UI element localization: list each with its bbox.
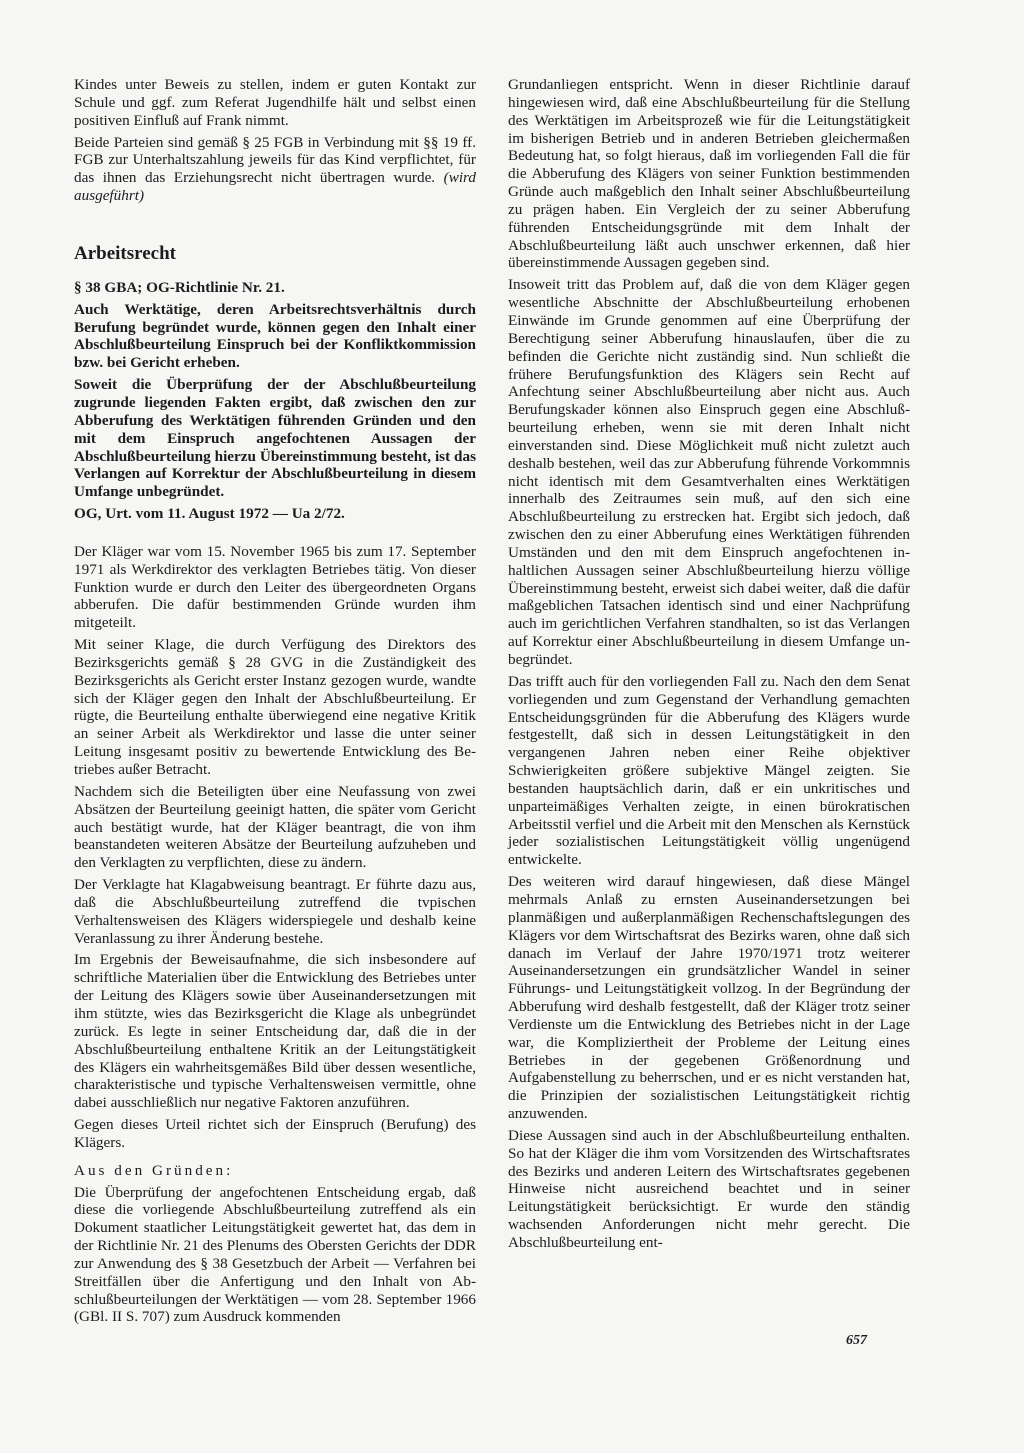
section-heading: Arbeitsrecht bbox=[74, 242, 177, 264]
paragraph: Kindes unter Beweis zu stellen, indem er guten Kontakt zur Schule und ggf. zum Referat Jugendhilfe hält und selbst einen positiven Einfluß auf Frank nimmt. bbox=[74, 76, 476, 129]
paragraph: Das trifft auch für den vorliegenden Fall zu. Nach den dem Senat vorliegenden und zum Gegenstand der Verhandlung gemachten Entscheidungsgründen für die Abberufung des Klägers wurde festgestellt, daß sich in dessen Leitungstätigkeit in den vergangenen Jahren neben einer Reihe objektiver Schwierigkeiten größere subjektive Mängel zeigten. Sie bestanden hauptsächlich darin, daß er ein unkritisches und unparteimäßiges Verhalten zeigte, in einen bürokratischen Arbeitsstil verfiel und die Arbeit mit den Menschen als Kernstück jeder sozialistischen Leitungstätigkeit völlig ungenügend entwickelte. bbox=[508, 672, 910, 869]
headnote: Soweit die Überprüfung der der Abschlußbeurteilung zugrunde liegenden Fakten ergibt, daß zwischen den zur Abberufung des Werktätigen führenden Gründen und den mit dem Einspruch angefochtenen Aussagen der Abschlußbeurteilung hierzu Übereinstimmung besteht, ist das Verlangen auf Korrektur der Abschlußbeurteilung in diesem Umfange unbegründet. bbox=[74, 376, 476, 501]
paragraph: Mit seiner Klage, die durch Verfügung des Direktors des Bezirksgerichts gemäß § 28 GVG in die Zuständigkeit des Bezirksgerichts als Gericht erster Instanz gezogen wurde, wandte sich der Kläger gegen den Inhalt der Abschlußbeurteilung. Er rügte, die Beurteilung enthalte überwiegend eine negative Kritik an seiner Arbeit als Werkdirektor und lasse die unter seiner Leitung insgesamt positiv zu bewertende Entwicklung des Betriebes außer Betracht. bbox=[74, 636, 476, 778]
paragraph: Die Überprüfung der angefochtenen Entscheidung ergab, daß diese die vorliegende Abschlußbeurteilung zutreffend als ein Dokument staatlicher Leitungstätigkeit gewertet hat, das dem in der Richtlinie Nr. 21 des Plenums des Obersten Gerichts der DDR zur Anwendung des § 38 Gesetzbuch der Arbeit — Verfahren bei Streitfällen über die Anfertigung und den Inhalt von Abschlußbeurteilungen der Werktätigen — vom 28. September 1966 (GBl. II S. 707) zum Ausdruck kommenden bbox=[74, 1183, 476, 1326]
paragraph: Diese Aussagen sind auch in der Abschlußbeurteilung enthalten. So hat der Kläger die ihm vom Vorsitzenden des Wirtschaftsrates des Bezirks und anderen Leitern des Wirtschaftsrates gegebenen Hinweise nicht ausreichend beachtet und in seiner Leitungstätigkeit berücksichtigt. Er wurde den ständig wachsenden Anforderungen nicht mehr gerecht. Die Abschlußbeurteilung ent- bbox=[508, 1126, 910, 1251]
right-column bbox=[508, 76, 910, 1256]
paragraph: Der Verklagte hat Klagabweisung beantragt. Er führte dazu aus, daß die Abschlußbeurteilung zutreffend die tvpischen Verhaltensweisen des Klägers widerspiegele und deshalb keine Veranlassung zu ihrer Änderung bestehe. bbox=[74, 876, 476, 947]
paragraph: Im Ergebnis der Beweisaufnahme, die sich insbesondere auf schriftliche Materialien über die Entwicklung des Betriebes unter der Leitung des Klägers sowie über Auseinandersetzungen mit ihm stützte, wies das Bezirksgericht die Klage als unbegründet zurück. Es legte in seiner Entscheidung dar, daß die in der Abschlußbeurteilung enthaltene Kritik an der Leitungstätigkeit des Klägers ein wahrheitsgemäßes Bild über dessen wesentliche, charakteristische und typische Verhaltensweisen vermittle, ohne dabei ausschließlich nur negative Faktoren anzuführen. bbox=[74, 951, 476, 1112]
paragraph: Grundanliegen entspricht. Wenn in dieser Richtlinie darauf hingewiesen wird, daß eine Abschlußbeurteilung für die Stellung des Werktätigen im Arbeitsprozeß wie für die Leitungstätigkeit im bisherigen Betrieb und in anderen Betrieben gleichermaßen Bedeutung hat, so folgt hieraus, daß im vorliegenden Fall die für die Abberufung des Klägers von seiner Funktion bestimmenden Gründe auch maßgeblich den Inhalt seiner Abschlußbeurteilung zu prägen haben. Ein Vergleich der zu seiner Abberufung führenden Entscheidungsgründe mit dem Inhalt der Abschlußbeurteilung läßt auch unschwer erkennen, daß hier übereinstimmende Aussagen gegeben sind. bbox=[508, 76, 910, 272]
norm-reference: § 38 GBA; OG-Richtlinie Nr. 21. bbox=[74, 278, 285, 296]
paragraph-text: Beide Parteien sind gemäß § 25 FGB in Verbindung mit §§ 19 ff. FGB zur Unterhaltszahlung jeweils für das Kind verpflichtet, für das ihnen das Erziehungsrecht nicht übertragen wurde. bbox=[74, 133, 476, 187]
paragraph: Nachdem sich die Beteiligten über eine Neufassung von zwei Absätzen der Beurteilung geeinigt hatten, die später vom Gericht auch bestätigt wurde, hat der Kläger beantragt, die von ihm beanstandeten weiteren Absätze der Beurteilung aufzuheben und den Verklagten zu verpflichten, diese zu ändern. bbox=[74, 782, 476, 872]
paragraph: Der Kläger war vom 15. November 1965 bis zum 17. September 1971 als Werkdirektor des verklagten Betriebes tätig. Von dieser Funktion wurde er durch den Leiter des übergeordneten Organs abberufen. Die dafür bestimmenden Gründe wurden ihm mitgeteilt. bbox=[74, 542, 476, 632]
paragraph: Gegen dieses Urteil richtet sich der Einspruch (Berufung) des Klägers. bbox=[74, 1116, 476, 1151]
note: (wird ausgeführt) bbox=[74, 169, 476, 205]
headnote: Auch Werktätige, deren Arbeitsrechtsverhältnis durch Berufung begründet wurde, können gegen den Inhalt einer Abschlußbeurteilung Einspruch bei der Konfliktkommission bzw. bei Gericht erheben. bbox=[74, 300, 476, 372]
court-citation: OG, Urt. vom 11. August 1972 — Ua 2/72. bbox=[74, 505, 345, 523]
page-number: 657 bbox=[846, 1333, 867, 1348]
left-column bbox=[74, 76, 476, 1330]
paragraph: Insoweit tritt das Problem auf, daß die von dem Kläger gegen wesentliche Abschnitte der Abschlußbeurteilung erhobenen Einwände im Grunde genommen auf eine Überprüfung der Berechtigung seiner Abberufung hinauslaufen, über die zu befinden die Gerichte nicht zuständig sind. Nun schließt die frühere Berufungsfunktion des Klägers sein Recht auf Anfechtung seiner Abschlußbeurteilung aber nicht aus. Auch Berufungskader können also Einspruch gegen eine Abschlußbeurteilung erheben, wenn sie mit deren Inhalt nicht einverstanden sind. Diese Möglichkeit muß nicht zuletzt auch deshalb bestehen, weil das zur Abberufung führende Vorkommnis nicht identisch mit dem Gesamtverhalten eines Werktätigen innerhalb des Zeitraumes sein muß, auf den sich eine Abschlußbeurteilung zu erstrecken hat. Ergibt sich jedoch, daß zwischen den zu einer Abberufung eines Werktätigen führenden Umständen und den mit dem Einspruch angefochtenen inhaltlichen Aussagen seiner Abschlußbeurteilung hierzu völlige Übereinstimmung besteht, erweist sich dabei weiter, daß die dafür maßgeblichen Tatsachen identisch sind und einer Nachprüfung auch im gerichtlichen Verfahren standhalten, so ist das Verlangen auf Korrektur einer Abschlußbeurteilung in diesem Umfange unbegründet. bbox=[508, 276, 910, 668]
paragraph: Des weiteren wird darauf hingewiesen, daß diese Mängel mehrmals Anlaß zu ernsten Auseinandersetzungen bei planmäßigen und außerplanmäßigen Rechenschaftslegungen des Klägers vor dem Wirtschaftsrat des Bezirks waren, ohne daß sich danach im Verlauf der Jahre 1970/1971 trotz weiterer Auseinandersetzungen ein grundsätzlicher Wandel in seiner Führungs- und Leitungstätigkeit vollzog. In der Begründung der Abberufung wird deshalb festgestellt, daß der Kläger trotz seiner Verdienste um die Entwicklung des Betriebes nicht in der Lage war, die Kompliziertheit der Probleme der Leitung eines Betriebes in der gegebenen Größenordnung und Aufgabenstellung zu beherrschen, und er es nicht verstanden hat, die Prinzipien der sozialistischen Leitungstätigkeit richtig anzuwenden. bbox=[508, 873, 910, 1123]
reasons-heading: Aus den Gründen: bbox=[74, 1161, 234, 1179]
paragraph bbox=[74, 134, 476, 205]
